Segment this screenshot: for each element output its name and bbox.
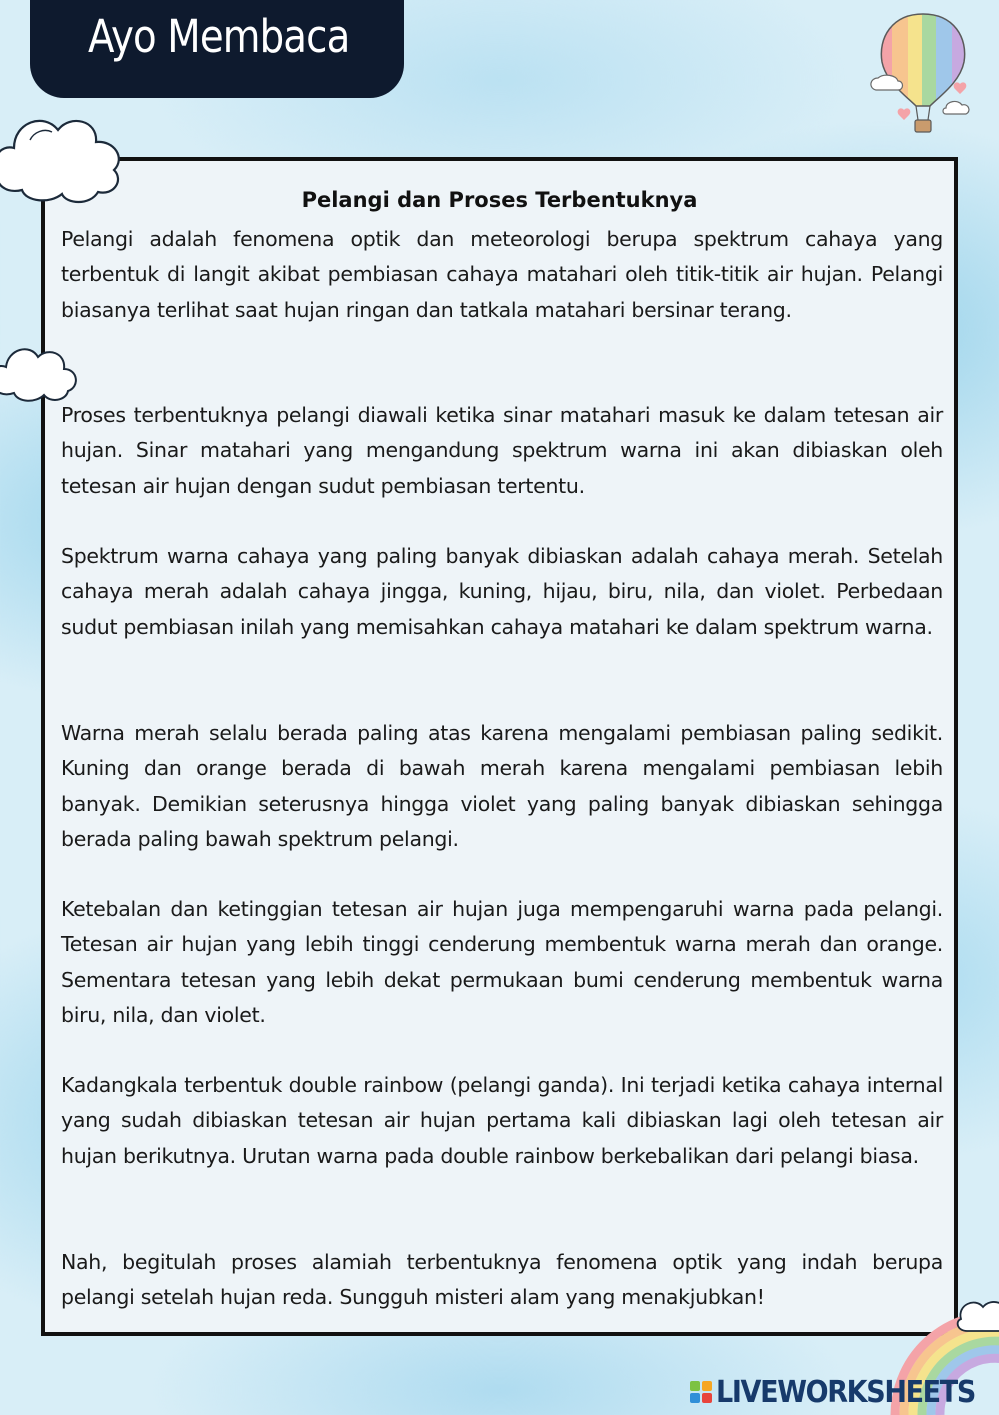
- reading-card: [41, 157, 958, 1336]
- hot-air-balloon-icon: [868, 10, 978, 140]
- article-title: Pelangi dan Proses Terbentuknya: [301, 188, 698, 212]
- logo-text: LIVEWORKSHEETS: [716, 1374, 975, 1410]
- cloud-icon: [0, 335, 80, 405]
- page-title: Ayo Membaca: [88, 10, 350, 63]
- title-banner: [30, 0, 404, 98]
- article-paragraph: Kadangkala terbentuk double rainbow (pelangi ganda). Ini terjadi ketika cahaya internal yang sudah dibiaskan tetesan air hujan pertama kali dibiaskan lagi oleh tetesan air hujan berikutnya. Urutan warna pada double rainbow berkebalikan dari pelangi biasa.: [61, 1073, 943, 1168]
- article-paragraph: Spektrum warna cahaya yang paling banyak dibiaskan adalah cahaya merah. Setelah cahaya merah adalah cahaya jingga, kuning, hijau, biru, nila, dan violet. Perbedaan sudut pembiasan inilah yang memisahkan cahaya matahari ke dalam spektrum warna.: [61, 544, 943, 639]
- article-paragraph: Proses terbentuknya pelangi diawali ketika sinar matahari masuk ke dalam tetesan air hujan. Sinar matahari yang mengandung spektrum warna ini akan dibiaskan oleh tetesan air hujan dengan sudut pembiasan tertentu.: [61, 403, 943, 498]
- article-paragraph: Nah, begitulah proses alamiah terbentuknya fenomena optik yang indah berupa pelangi setelah hujan reda. Sungguh misteri alam yang menakjubkan!: [61, 1250, 943, 1310]
- cloud-icon: [0, 100, 140, 210]
- article-paragraph: Pelangi adalah fenomena optik dan meteorologi berupa spektrum cahaya yang terbentuk di langit akibat pembiasan cahaya matahari oleh titik-titik air hujan. Pelangi biasanya terlihat saat hujan ringan dan tatkala matahari bersinar terang.: [61, 227, 943, 322]
- liveworksheets-logo-icon: [690, 1381, 712, 1403]
- liveworksheets-logo[interactable]: [690, 1374, 999, 1410]
- article-paragraph: Ketebalan dan ketinggian tetesan air hujan juga mempengaruhi warna pada pelangi. Tetesan air hujan yang lebih tinggi cenderung membentuk warna merah dan orange. Sementara tetesan yang lebih dekat permukaan bumi cenderung membentuk warna biru, nila, dan violet.: [61, 897, 943, 1027]
- article-paragraph: Warna merah selalu berada paling atas karena mengalami pembiasan paling sedikit. Kuning dan orange berada di bawah merah karena mengalami pembiasan lebih banyak. Demikian seterusnya hingga violet yang paling banyak dibiaskan sehingga berada paling bawah spektrum pelangi.: [61, 721, 943, 851]
